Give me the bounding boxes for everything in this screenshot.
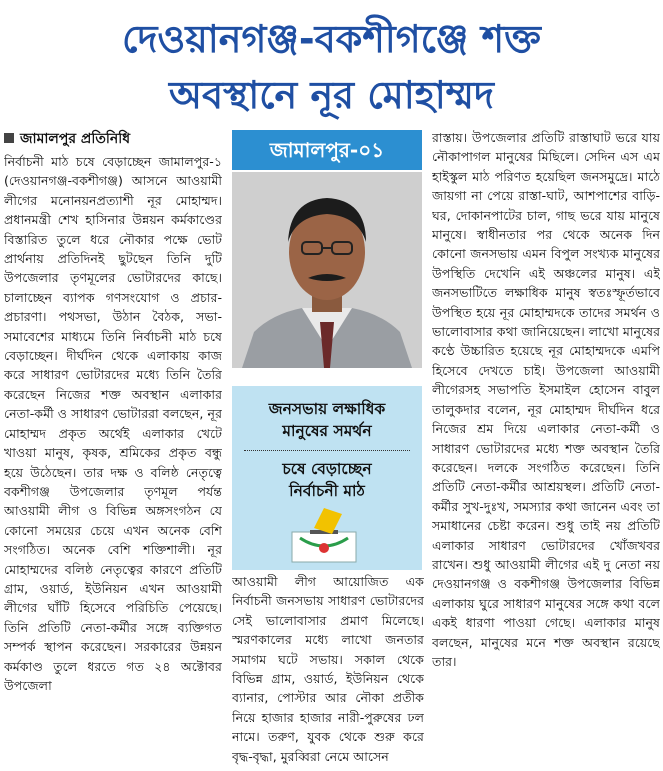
- byline-text: জামালপুর প্রতিনিধি: [20, 131, 131, 147]
- headline-line-2: অবস্থানে নূর মোহাম্মদ: [169, 73, 494, 117]
- headline: [0, 0, 663, 126]
- column-2-text: আওয়ামী লীগ আয়োজিত এক নির্বাচনী জনসভায় সাধারণ ভোটারদের সেই ভালোবাসার প্রমাণ মিলেছে। স্মরণকালের মধ্যে লাখো জনতার সমাগম ঘটে সভায়। সকাল থেকে বিভিন্ন গ্রাম, ওয়ার্ড, ইউনিয়ন থেকে ব্যানার, পোস্টার আর নৌকা প্রতীক নিয়ে হাজার হাজার নারী-পুরুষের ঢল নামে। তরুণ, যুবক থেকে শুরু করে বৃদ্ধ-বৃদ্ধা, মুরব্বিরা নেমে আসেন: [232, 574, 424, 764]
- square-bullet-icon: [4, 133, 14, 143]
- pull-quote-divider: [244, 450, 410, 451]
- pull-quote-line-1: জনসভায় লক্ষাধিক: [268, 400, 386, 418]
- portrait-illustration: [232, 172, 422, 368]
- pull-quote-line-2: মানুষের সমর্থন: [282, 422, 372, 440]
- pull-quote-line-3: চষে বেড়াচ্ছেন: [282, 460, 372, 478]
- article-column-1: [4, 152, 222, 767]
- constituency-tag: জামালপুর-০১: [232, 130, 422, 170]
- article-column-3: [432, 128, 660, 768]
- pull-quote-bottom: [232, 458, 422, 502]
- candidate-photo: [232, 172, 422, 368]
- pull-quote-box: [232, 386, 422, 570]
- headline-line-1: দেওয়ানগঞ্জ-বকশীগঞ্জে শক্ত: [122, 17, 541, 61]
- ballot-box-icon: [284, 508, 364, 564]
- article-column-2: [232, 572, 424, 767]
- pull-quote-line-4: নির্বাচনী মাঠ: [289, 482, 365, 500]
- byline: [4, 128, 224, 150]
- column-3-text: রাস্তায়। উপজেলার প্রতিটি রাস্তাঘাট ভরে যায় নৌকাপাগল মানুষের মিছিলে। সেদিন এস এম হাইস্কুল মাঠ পরিণত হয়েছিল জনসমুদ্রে। মাঠে জায়গা না পেয়ে রাস্তা-ঘাট, আশপাশের বাড়ি-ঘর, দোকানপাটের চাল, গাছ ভরে যায় মানুষে মানুষে। স্বাধীনতার পর থেকে অনেক দিন কোনো জনসভায় এমন বিপুল সংখ্যক মানুষের উপস্থিতি দেখেনি এই অঞ্চলের মানুষ। এই জনসভাটিতে লক্ষাধিক মানুষ স্বতঃস্ফূর্তভাবে উপস্থিত হয়ে নূর মোহাম্মদকে তাদের সমর্থন ও ভালোবাসার কথা জানিয়েছেন। লাখো মানুষের কণ্ঠে উচ্চারিত হয়েছে নূর মোহাম্মদকে এমপি হিসেবে দেখতে চাই। উপজেলা আওয়ামী লীগেরসহ সভাপতি ইসমাইল হোসেন বাবুল তালুকদার বলেন, নূর মোহাম্মদ দীর্ঘদিন ধরে নিজের শ্রম দিয়ে এলাকার নেতা-কর্মী ও সাধারণ ভোটারদের মধ্যে শক্ত অবস্থান তৈরি করেছেন। দলকে সংগঠিত করেছেন। তিনি প্রতিটি নেতা-কর্মীর আশ্রয়স্থল। প্রতিটি নেতা-কর্মীর সুখ-দুঃখ, সমস্যার কথা জানেন এবং তা সমাধানের চেষ্টা করেন। শুধু তাই নয় প্রতিটি এলাকার সাধারণ ভোটারদের খোঁজখবর রাখেন। শুধু আওয়ামী লীগের এই দু নেতা নয় দেওয়ানগঞ্জ ও বকশীগঞ্জ উপজেলার বিভিন্ন এলাকায় ঘুরে সাধারণ মানুষের সঙ্গে কথা বলে একই ধারণা পাওয়া গেছে। এলাকার মানুষ বলছেন, মানুষের মনে শক্ত অবস্থান রয়েছে তার।: [432, 130, 660, 669]
- pull-quote-top: [232, 398, 422, 442]
- column-1-text: নির্বাচনী মাঠ চষে বেড়াচ্ছেন জামালপুর-১ (দেওয়ানগঞ্জ-বকশীগঞ্জ) আসনে আওয়ামী লীগের মনোনয়নপ্রত্যাশী নূর মোহাম্মদ। প্রধানমন্ত্রী শেখ হাসিনার উন্নয়ন কর্মকাণ্ডের বিস্তারিত তুলে ধরে নৌকার পক্ষে ভোট প্রার্থনায় প্রতিদিনই ছুটছেন তিনি দুটি উপজেলার তৃণমূলের ভোটারদের কাছে। চালাচ্ছেন ব্যাপক গণসংযোগ ও প্রচার-প্রচারণা। পথসভা, উঠান বৈঠক, সভা-সমাবেশের মাধ্যমে তিনি নির্বাচনী মাঠ চষে বেড়াচ্ছেন। দীর্ঘদিন থেকে এলাকায় কাজ করে সাধারণ ভোটারদের মধ্যে তিনি তৈরি করেছেন নিজের শক্ত অবস্থান এলাকার নেতা-কর্মী ও সাধারণ ভোটাররা বলছেন, নূর মোহাম্মদ প্রকৃত অর্থেই এলাকার খেটে খাওয়া মানুষ, কৃষক, শ্রমিকের প্রকৃত বন্ধু হয়ে উঠেছেন। তার দক্ষ ও বলিষ্ঠ নেতৃত্বে বকশীগঞ্জ উপজেলার তৃণমূল পর্যন্ত আওয়ামী লীগ ও বিভিন্ন অঙ্গসংগঠন যে কোনো সময়ের চেয়ে এখন অনেক বেশি সংগঠিত। অনেক বেশি শক্তিশালী। নূর মোহাম্মদের বলিষ্ঠ নেতৃত্বের কারণে প্রতিটি গ্রাম, ওয়ার্ড, ইউনিয়ন এখন আওয়ামী লীগের ঘাঁটি হিসেবে পরিচিতি পেয়েছে। তিনি প্রতিটি নেতা-কর্মীর সঙ্গে ব্যক্তিগত সম্পর্ক স্থাপন করেছেন। সরকারের উন্নয়ন কর্মকাণ্ড তুলে ধরতে গত ২৪ অক্টোবর উপজেলা: [4, 154, 222, 693]
